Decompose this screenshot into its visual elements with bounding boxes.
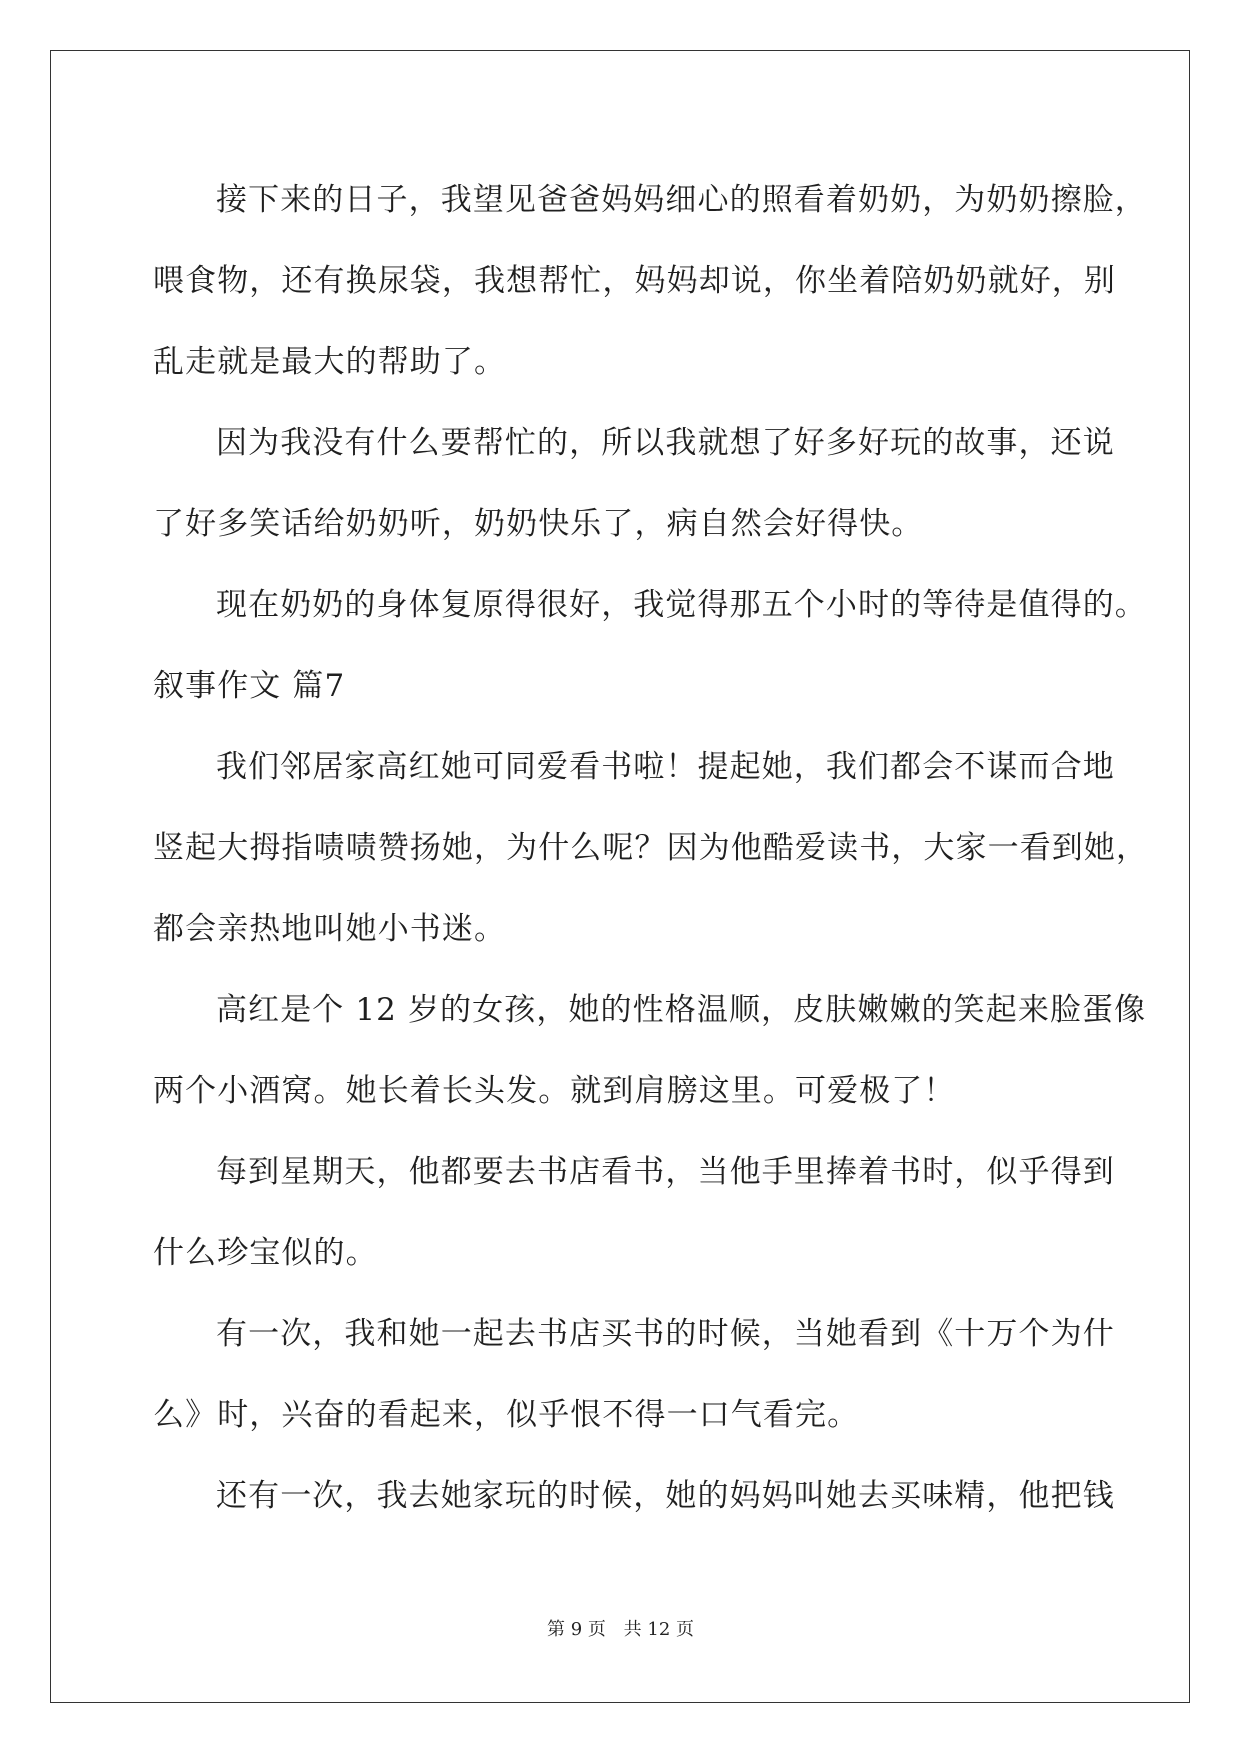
text-line: 接下来的日子，我望见爸爸妈妈细心的照看着奶奶，为奶奶擦脸，: [216, 182, 1147, 218]
page-number: 第 9 页: [547, 1619, 606, 1640]
text-line: 都会亲热地叫她小书迷。: [153, 911, 507, 947]
text-line: 我们邻居家高红她可同爱看书啦！提起她，我们都会不谋而合地: [216, 749, 1115, 785]
text-line: 高红是个 12 岁的女孩，她的性格温顺，皮肤嫩嫩的笑起来脸蛋像: [216, 992, 1147, 1028]
document-body: [153, 160, 1149, 1537]
text-line: 两个小酒窝。她长着长头发。就到肩膀这里。可爱极了！: [153, 1073, 956, 1109]
text-line: 竖起大拇指啧啧赞扬她，为什么呢？因为他酷爱读书，大家一看到她，: [153, 830, 1149, 866]
text-line: 因为我没有什么要帮忙的，所以我就想了好多好玩的故事，还说: [216, 425, 1115, 461]
text-line: 每到星期天，他都要去书店看书，当他手里捧着书时，似乎得到: [216, 1154, 1115, 1190]
section-heading: 叙事作文 篇7: [153, 668, 346, 704]
text-line: 喂食物，还有换尿袋，我想帮忙，妈妈却说，你坐着陪奶奶就好，别: [153, 263, 1116, 299]
text-line: 有一次，我和她一起去书店买书的时候，当她看到《十万个为什: [216, 1316, 1115, 1352]
text-line: 么》时，兴奋的看起来，似乎恨不得一口气看完。: [153, 1397, 860, 1433]
text-line: 还有一次，我去她家玩的时候，她的妈妈叫她去买味精，他把钱: [216, 1478, 1115, 1514]
page-footer: [0, 1615, 1241, 1641]
text-line: 乱走就是最大的帮助了。: [153, 344, 507, 380]
text-line: 现在奶奶的身体复原得很好，我觉得那五个小时的等待是值得的。: [216, 587, 1147, 623]
text-line: 什么珍宝似的。: [153, 1235, 378, 1271]
text-line: 了好多笑话给奶奶听，奶奶快乐了，病自然会好得快。: [153, 506, 924, 542]
page-total: 共 12 页: [623, 1619, 694, 1640]
